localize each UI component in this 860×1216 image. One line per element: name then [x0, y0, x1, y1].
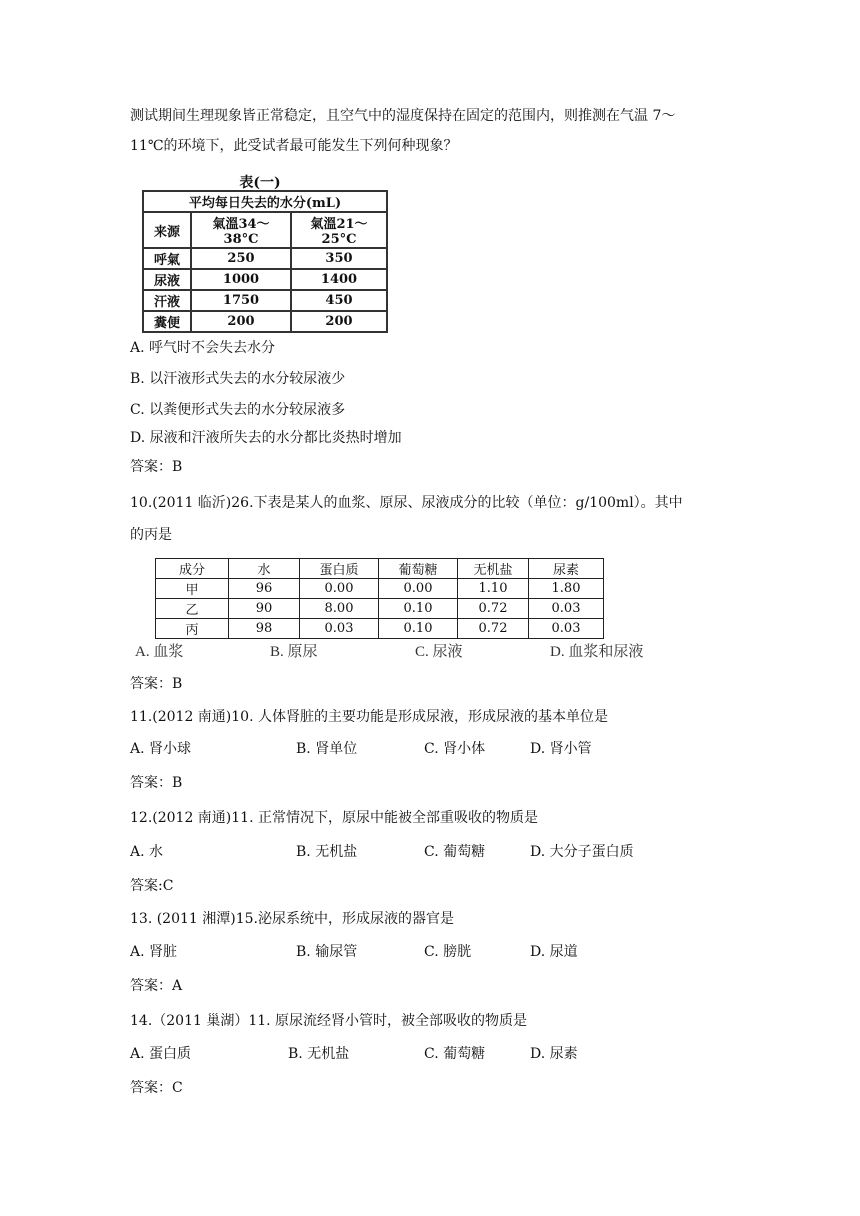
q14-option-a: A. 蛋白质	[130, 1046, 192, 1062]
q12-stem: 12.(2012 南通)11. 正常情况下，原尿中能被全部重吸收的物质是	[130, 810, 538, 826]
q11-stem: 11.(2012 南通)10. 人体肾脏的主要功能是形成尿液，形成尿液的基本单位是	[130, 709, 608, 725]
q12-option-d: D. 大分子蛋白质	[530, 844, 634, 860]
q13-option-b: B. 输尿管	[296, 944, 358, 960]
table-cell: 甲	[156, 579, 229, 599]
table1-header: 来源	[143, 212, 191, 248]
table-cell: 0.72	[458, 619, 529, 639]
table2-header: 蛋白质	[300, 559, 379, 579]
urine-composition-table	[155, 558, 604, 639]
q14-option-c: C. 葡萄糖	[424, 1046, 486, 1062]
table-cell: 糞便	[143, 311, 191, 332]
table-row	[156, 619, 604, 639]
q13-option-d: D. 尿道	[530, 944, 578, 960]
q10-stem-line-2: 的丙是	[130, 527, 172, 543]
q12-option-b: B. 无机盐	[296, 844, 358, 860]
q9-option-a: A. 呼气时不会失去水分	[130, 340, 276, 356]
q11-option-d: D. 肾小管	[530, 741, 592, 757]
q9-answer: 答案：B	[130, 459, 183, 475]
intro-line-2: 11℃的环境下，此受试者最可能发生下列何种现象？	[130, 138, 458, 154]
table1-title: 平均每日失去的水分(mL)	[143, 191, 387, 212]
table2-header: 水	[229, 559, 300, 579]
q11-option-a: A. 肾小球	[130, 741, 192, 757]
table-row	[143, 290, 387, 311]
water-loss-table	[142, 190, 388, 333]
q10-stem-line-1: 10.(2011 临沂)26.下表是某人的血浆、原尿、尿液成分的比较（单位：g/100ml）。其中	[130, 495, 683, 511]
q10-option-c: C. 尿液	[415, 644, 463, 660]
table-row	[143, 311, 387, 332]
q11-option-c: C. 肾小体	[424, 741, 486, 757]
table-cell: 丙	[156, 619, 229, 639]
table-cell: 1.10	[458, 579, 529, 599]
table1-caption: 表(一)	[239, 175, 281, 191]
table-cell: 96	[229, 579, 300, 599]
q13-option-a: A. 肾脏	[130, 944, 178, 960]
table-cell: 1.80	[529, 579, 604, 599]
q10-option-a: A. 血浆	[135, 644, 184, 660]
q12-option-c: C. 葡萄糖	[424, 844, 486, 860]
table-cell: 1750	[191, 290, 291, 311]
table-cell: 98	[229, 619, 300, 639]
q13-option-c: C. 膀胱	[424, 944, 472, 960]
table-cell: 8.00	[300, 599, 379, 619]
q9-option-b: B. 以汗液形式失去的水分较尿液少	[130, 371, 346, 387]
table2-header: 尿素	[529, 559, 604, 579]
table-cell: 0.00	[300, 579, 379, 599]
table-cell: 0.03	[529, 599, 604, 619]
q12-option-a: A. 水	[130, 844, 164, 860]
table-cell: 尿液	[143, 269, 191, 290]
q11-answer: 答案：B	[130, 775, 183, 791]
table-cell: 0.00	[379, 579, 458, 599]
table-cell: 1400	[291, 269, 387, 290]
q10-option-b: B. 原尿	[270, 644, 318, 660]
table-cell: 呼氣	[143, 248, 191, 269]
q11-option-b: B. 肾单位	[296, 741, 358, 757]
q12-answer: 答案:C	[130, 878, 174, 894]
q14-option-b: B. 无机盐	[288, 1046, 350, 1062]
table-cell: 90	[229, 599, 300, 619]
table1-header: 氣溫34～38°C	[191, 212, 291, 248]
table-row	[156, 579, 604, 599]
table-cell: 350	[291, 248, 387, 269]
table2-header: 成分	[156, 559, 229, 579]
q13-answer: 答案：A	[130, 978, 183, 994]
q9-option-c: C. 以粪便形式失去的水分较尿液多	[130, 402, 346, 418]
table-cell: 200	[291, 311, 387, 332]
table2-header: 葡萄糖	[379, 559, 458, 579]
table-cell: 0.03	[300, 619, 379, 639]
table-cell: 0.72	[458, 599, 529, 619]
q9-option-d: D. 尿液和汗液所失去的水分都比炎热时增加	[130, 430, 402, 446]
table-cell: 1000	[191, 269, 291, 290]
q10-option-d: D. 血浆和尿液	[550, 644, 644, 660]
intro-line-1: 测试期间生理现象皆正常稳定，且空气中的湿度保持在固定的范围内，则推测在气温 7～	[130, 108, 676, 124]
table2-header: 无机盐	[458, 559, 529, 579]
table1-header: 氣溫21～25°C	[291, 212, 387, 248]
table-cell: 0.03	[529, 619, 604, 639]
table-cell: 250	[191, 248, 291, 269]
q10-answer: 答案：B	[130, 676, 183, 692]
table-cell: 0.10	[379, 599, 458, 619]
table-cell: 0.10	[379, 619, 458, 639]
q14-option-d: D. 尿素	[530, 1046, 578, 1062]
q14-answer: 答案：C	[130, 1080, 183, 1096]
table-row	[143, 269, 387, 290]
table-row	[143, 248, 387, 269]
q13-stem: 13. (2011 湘潭)15.泌尿系统中，形成尿液的器官是	[130, 911, 454, 927]
table-row	[156, 599, 604, 619]
table-cell: 汗液	[143, 290, 191, 311]
table-cell: 450	[291, 290, 387, 311]
table-cell: 乙	[156, 599, 229, 619]
table-cell: 200	[191, 311, 291, 332]
q14-stem: 14.（2011 巢湖）11. 原尿流经肾小管时，被全部吸收的物质是	[130, 1013, 528, 1029]
